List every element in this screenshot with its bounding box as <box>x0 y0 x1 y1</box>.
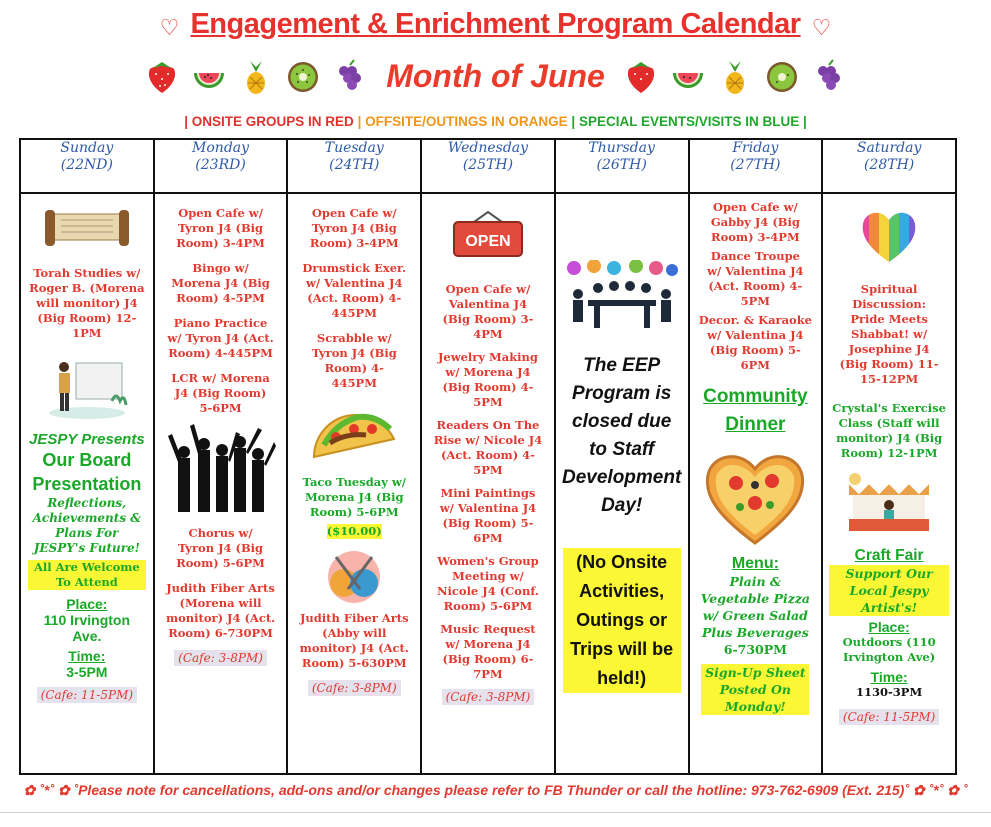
kiwi-icon <box>764 59 800 95</box>
time-label: Time: <box>870 669 908 685</box>
taco-icon <box>306 399 402 465</box>
day-header-monday: Monday (23RD) <box>154 139 288 193</box>
open-sign-icon <box>450 210 526 260</box>
board-reflections: Reflections, Achievements & Plans For JESPY's Future! <box>32 496 142 555</box>
legend-onsite: ONSITE GROUPS IN RED <box>191 114 354 129</box>
cell-tuesday <box>287 193 421 774</box>
place-label: Place: <box>868 619 910 635</box>
time-label: Time: <box>68 648 106 664</box>
heart-outline-icon: ♡ <box>811 16 832 41</box>
month-row <box>0 58 991 95</box>
cell-wednesday <box>421 193 555 774</box>
watermelon-icon <box>670 59 706 95</box>
footer-note: ✿ ˚*˚ ✿ ˚Please note for cancellations, add-ons and/or changes please refer to FB Thunder or call the hotline: 973-762-6909 (Ext. 215)˚ ✿ ˚*˚ ✿ ˚ <box>23 782 968 798</box>
cafe-hours: (Cafe: 11-5PM) <box>37 687 137 703</box>
place-label: Place: <box>66 596 108 612</box>
open-sign-text: OPEN <box>465 233 511 250</box>
event-taco-tuesday: Taco Tuesday w/ Morena J4 (Big Room) 5-6PM <box>302 475 407 519</box>
event-drumstick-exercise: Drumstick Exer. w/ Valentina J4 (Act. Room) 4-445PM <box>302 261 407 320</box>
cell-sunday <box>20 193 154 774</box>
cell-monday <box>154 193 288 774</box>
heart-outline-icon: ♡ <box>159 16 180 41</box>
event-lcr: LCR w/ Morena J4 (Big Room) 5-6PM <box>171 371 270 415</box>
event-readers-on-the-rise: Readers On The Rise w/ Nicole J4 (Act. Room) 4-5PM <box>433 418 543 477</box>
event-music-request: Music Request w/ Morena J4 (Big Room) 6-7PM <box>440 622 536 681</box>
day-header-wednesday: Wednesday (25TH) <box>421 139 555 193</box>
watermelon-icon <box>191 59 227 95</box>
day-header-thursday: Thursday (26TH) <box>555 139 689 193</box>
time-value: 3-5PM <box>66 664 108 680</box>
cafe-hours: (Cafe: 3-8PM) <box>174 650 267 666</box>
event-torah-studies: Torah Studies w/ Roger B. (Morena will monitor) J4 (Big Room) 12-1PM <box>29 266 145 340</box>
event-judith-fiber-arts: Judith Fiber Arts (Morena will monitor) J4 (Act. Room) 6-730PM <box>165 581 276 640</box>
torah-scroll-icon <box>39 204 135 252</box>
signup-notice: Sign-Up Sheet Posted On Monday! <box>701 664 809 715</box>
calendar-table <box>19 138 957 775</box>
cell-friday <box>689 193 823 774</box>
event-spiritual-discussion: Spiritual Discussion: Pride Meets Shabbat! w/ Josephine J4 (Big Room) 11-15-12PM <box>839 282 939 386</box>
grapes-icon <box>811 59 847 95</box>
legend-special: SPECIAL EVENTS/VISITS IN BLUE <box>578 114 800 129</box>
craft-fair-support: Support Our Local Jespy Artist's! <box>829 565 949 616</box>
program-closed-notice: The EEP Program is closed due to Staff Development Day! <box>562 355 682 516</box>
pizza-heart-icon <box>700 447 810 547</box>
place-value: Outdoors (110 Irvington Ave) <box>842 635 936 664</box>
event-open-cafe: Open Cafe w/ Tyron J4 (Big Room) 3-4PM <box>309 206 399 250</box>
yarn-ball-icon <box>314 545 394 605</box>
menu-label: Menu: <box>731 555 779 572</box>
event-open-cafe: Open Cafe w/ Gabby J4 (Big Room) 3-4PM <box>710 200 800 244</box>
color-legend: | ONSITE GROUPS IN RED | OFFSITE/OUTINGS IN ORANGE | SPECIAL EVENTS/VISITS IN BLUE | <box>184 114 807 129</box>
event-crystals-exercise: Crystal's Exercise Class (Staff will monitor) J4 (Big Room) 12-1PM <box>832 401 946 460</box>
event-bingo: Bingo w/ Morena J4 (Big Room) 4-5PM <box>171 261 270 305</box>
strawberry-icon <box>623 59 659 95</box>
menu-time: 6-730PM <box>723 642 787 657</box>
community-dinner: Community Dinner <box>703 386 808 435</box>
craft-fair: Craft Fair <box>854 547 924 564</box>
choir-silhouette-icon <box>166 422 276 514</box>
cell-thursday <box>555 193 689 774</box>
event-open-cafe: Open Cafe w/ Valentina J4 (Big Room) 3-4PM <box>442 282 534 341</box>
title-row <box>0 8 991 41</box>
day-header-friday: Friday (27TH) <box>689 139 823 193</box>
day-header-tuesday: Tuesday (24TH) <box>287 139 421 193</box>
event-womens-group: Women's Group Meeting w/ Nicole J4 (Conf. Room) 5-6PM <box>437 554 539 613</box>
place-value: 110 Irvington Ave. <box>43 612 131 644</box>
grapes-icon <box>332 59 368 95</box>
market-stall-icon <box>839 471 939 537</box>
rainbow-heart-icon <box>859 208 919 264</box>
event-mini-paintings: Mini Paintings w/ Valentina J4 (Big Room) 5-6PM <box>439 486 537 545</box>
day-header-sunday: Sunday (22ND) <box>20 139 154 193</box>
jespy-presents: JESPY Presents <box>29 431 145 448</box>
event-price: ($10.00) <box>326 524 382 538</box>
strawberry-icon <box>144 59 180 95</box>
month-title: Month of June <box>386 58 605 94</box>
divider <box>0 812 991 813</box>
event-piano-practice: Piano Practice w/ Tyron J4 (Act. Room) 4-445PM <box>167 316 274 360</box>
menu-items: Plain & Vegetable Pizza w/ Green Salad Plus Beverages <box>700 574 811 640</box>
event-decor-karaoke: Decor. & Karaoke w/ Valentina J4 (Big Room) 5-6PM <box>698 313 812 372</box>
event-judith-fiber-arts: Judith Fiber Arts (Abby will monitor) J4 (Act. Room) 5-630PM <box>299 611 409 670</box>
cafe-hours: (Cafe: 3-8PM) <box>442 689 535 705</box>
cell-saturday <box>822 193 956 774</box>
day-header-saturday: Saturday (28TH) <box>822 139 956 193</box>
page-title: Engagement & Enrichment Program Calendar <box>190 8 801 40</box>
legend-offsite: OFFSITE/OUTINGS IN ORANGE <box>365 114 568 129</box>
presenter-icon <box>42 355 132 421</box>
board-presentation: Our Board Presentation <box>32 450 142 494</box>
cafe-hours: (Cafe: 3-8PM) <box>308 680 401 696</box>
cafe-hours: (Cafe: 11-5PM) <box>839 709 939 725</box>
event-open-cafe: Open Cafe w/ Tyron J4 (Big Room) 3-4PM <box>176 206 265 250</box>
meeting-people-icon <box>564 260 680 336</box>
events-row <box>20 193 956 774</box>
day-header-row <box>20 139 956 193</box>
no-onsite-notice: (No Onsite Activities, Outings or Trips will be held!) <box>563 548 681 693</box>
event-dance-troupe: Dance Troupe w/ Valentina J4 (Act. Room) 4-5PM <box>707 249 804 308</box>
pineapple-icon <box>238 59 274 95</box>
pineapple-icon <box>717 59 753 95</box>
time-value: 1130-3PM <box>856 685 923 699</box>
kiwi-icon <box>285 59 321 95</box>
event-chorus: Chorus w/ Tyron J4 (Big Room) 5-6PM <box>176 526 265 570</box>
event-scrabble: Scrabble w/ Tyron J4 (Big Room) 4-445PM <box>311 331 397 390</box>
event-jewelry-making: Jewelry Making w/ Morena J4 (Big Room) 4-5PM <box>437 350 538 409</box>
all-welcome: All Are Welcome To Attend <box>28 560 146 590</box>
